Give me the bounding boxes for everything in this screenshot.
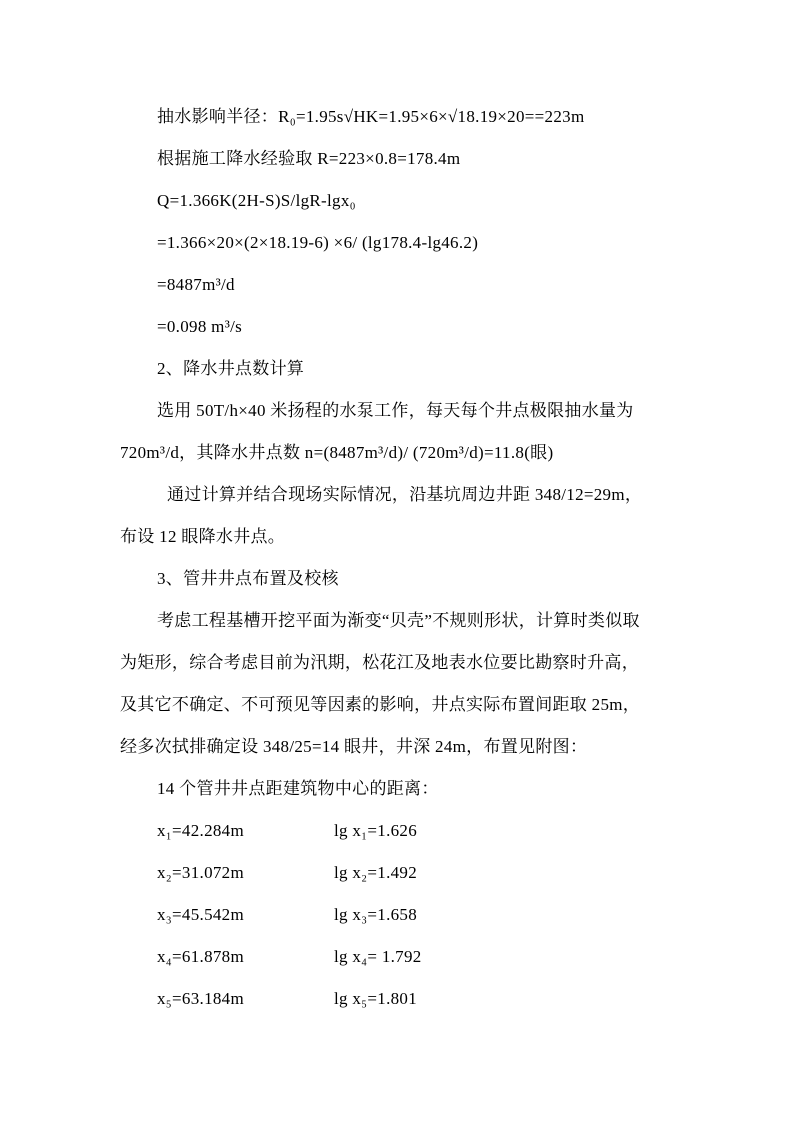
log-x1: lg x₁=1.626 bbox=[334, 821, 418, 840]
paragraph-line: 为矩形，综合考虑目前为汛期，松花江及地表水位要比勘察时升高， bbox=[120, 653, 639, 672]
distance-x5: x₅=63.184m bbox=[157, 989, 244, 1008]
log-x3: lg x₃=1.658 bbox=[334, 905, 418, 924]
paragraph-line: 考虑工程基槽开挖平面为渐变“贝壳”不规则形状，计算时类似取 bbox=[157, 611, 640, 630]
flow-daily-result: =8487m³/d bbox=[157, 275, 235, 294]
log-x4: lg x₄= 1.792 bbox=[334, 947, 422, 966]
flow-second-result: =0.098 m³/s bbox=[157, 317, 243, 336]
distance-x2: x₂=31.072m bbox=[157, 863, 244, 882]
log-x5: lg x₅=1.801 bbox=[334, 989, 418, 1008]
section-heading-3: 3、管井井点布置及校核 bbox=[157, 569, 339, 588]
flow-substitution-line: =1.366×20×(2×18.19-6) ×6/ (lg178.4-lg46.2) bbox=[157, 233, 479, 252]
flow-formula-line: Q=1.366K(2H-S)S/lgR-lgx₀ bbox=[157, 191, 356, 210]
distance-x1: x₁=42.284m bbox=[157, 821, 244, 840]
empirical-radius-line: 根据施工降水经验取 R=223×0.8=178.4m bbox=[157, 149, 461, 168]
log-x2: lg x₂=1.492 bbox=[334, 863, 418, 882]
paragraph-line: 布设 12 眼降水井点。 bbox=[120, 527, 286, 546]
influence-radius-line: 抽水影响半径：R₀=1.95s√HK=1.95×6×√18.19×20==223m bbox=[157, 107, 585, 126]
paragraph-line: 选用 50T/h×40 米扬程的水泵工作，每天每个井点极限抽水量为 bbox=[157, 401, 634, 420]
distance-x3: x₃=45.542m bbox=[157, 905, 244, 924]
distance-x4: x₄=61.878m bbox=[157, 947, 244, 966]
distance-list-intro: 14 个管井井点距建筑物中心的距离： bbox=[157, 779, 439, 798]
section-heading-2: 2、降水井点数计算 bbox=[157, 359, 305, 378]
paragraph-line: 及其它不确定、不可预见等因素的影响，井点实际布置间距取 25m， bbox=[120, 695, 641, 714]
paragraph-line: 720m³/d，其降水井点数 n=(8487m³/d)/ (720m³/d)=11.8(眼) bbox=[120, 443, 554, 462]
paragraph-line: 经多次拭排确定设 348/25=14 眼井，井深 24m，布置见附图： bbox=[120, 737, 588, 756]
paragraph-line: 通过计算并结合现场实际情况，沿基坑周边井距 348/12=29m， bbox=[167, 485, 643, 504]
